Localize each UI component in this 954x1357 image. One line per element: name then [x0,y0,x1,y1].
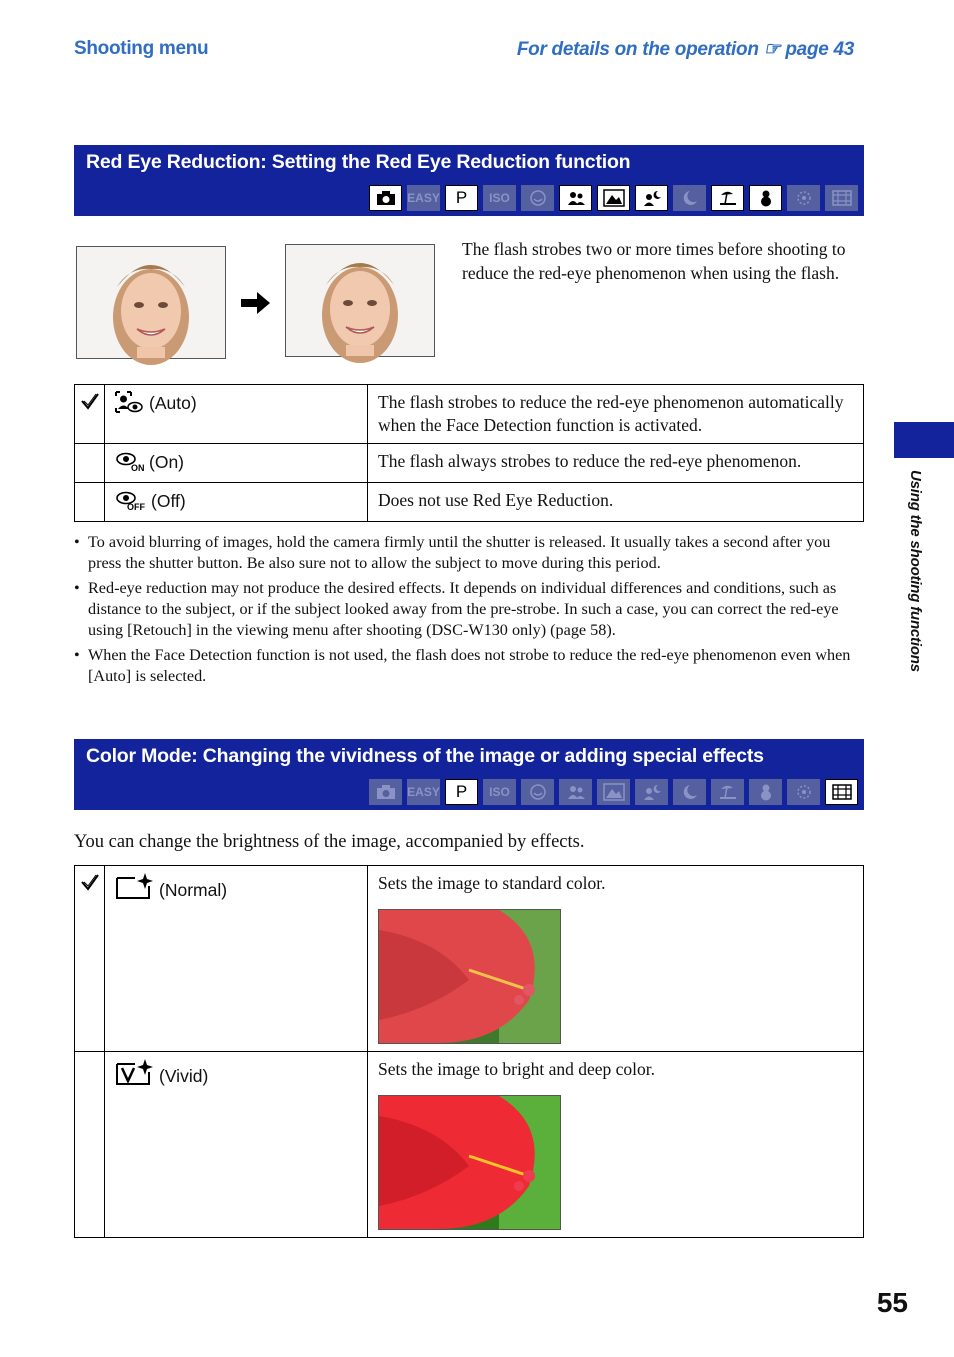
beach-mode-icon [711,779,744,805]
option-description-cell [368,1052,864,1238]
option-name-cell [105,866,368,1052]
color-normal-icon [115,872,153,906]
red-eye-on-icon [115,450,143,478]
table-row [75,866,864,1052]
color-mode-section-title: Color Mode: Changing the vividness of the image or adding special effects [86,745,764,767]
fireworks-mode-icon [787,779,820,805]
smile-shutter-mode-icon [521,779,554,805]
red-eye-mode-icons [369,185,858,211]
default-check-cell [75,1052,105,1238]
table-row [75,1052,864,1238]
option-description: Sets the image to bright and deep color. [378,1059,656,1079]
arrow-right-icon [241,290,271,316]
color-vivid-icon [115,1058,153,1092]
option-label: (Off) [151,491,186,511]
high-sensitivity-mode-icon: ISO [483,185,516,211]
high-sensitivity-mode-icon: ISO [483,779,516,805]
table-row [75,444,864,483]
easy-mode-icon: EASY [407,779,440,805]
option-name-cell [105,1052,368,1238]
soft-snap-mode-icon [559,779,592,805]
fireworks-mode-icon [787,185,820,211]
option-description-cell [368,866,864,1052]
red-eye-notes [74,532,864,691]
snow-mode-icon [749,779,782,805]
twilight-portrait-mode-icon [635,779,668,805]
option-label: (Vivid) [159,1066,209,1086]
movie-mode-icon [825,185,858,211]
snow-mode-icon [749,185,782,211]
red-eye-off-icon [115,489,145,517]
note-item: • Red-eye reduction may not produce the desired effects. It depends on individual differences and conditions, such as distance to the subject, or if the subject looked away from the pre-strobe. In such a case, you can correct the red-eye using [Retouch] in the viewing menu after shooting (DSC-W130 only) (page 58). [74,578,864,641]
default-check-cell [75,385,105,444]
option-name-cell [105,444,368,483]
option-description: Does not use Red Eye Reduction. [368,483,864,522]
default-check-cell [75,866,105,1052]
chapter-side-tab [894,422,954,458]
option-name-cell [105,483,368,522]
default-check-cell [75,483,105,522]
red-eye-after-photo [285,244,435,357]
red-eye-section-title: Red Eye Reduction: Setting the Red Eye Reduction function [86,151,631,173]
easy-mode-icon: EASY [407,185,440,211]
svg-text:ON: ON [131,463,145,473]
red-eye-section-bar [74,145,864,216]
program-mode-icon: P [445,779,478,805]
smile-shutter-mode-icon [521,185,554,211]
twilight-mode-icon [673,185,706,211]
landscape-mode-icon [597,185,630,211]
chapter-side-label: Using the shooting functions [907,470,924,672]
page-number: 55 [876,1287,908,1318]
note-item: • To avoid blurring of images, hold the camera firmly until the shutter is released. It usually takes a second after you press the shutter button. Be also sure not to allow the subject to move during this period. [74,532,864,574]
color-mode-options-table [74,865,864,1238]
table-row [75,483,864,522]
default-check-icon [80,872,100,892]
default-check-cell [75,444,105,483]
vivid-color-sample-image [378,1095,561,1230]
color-mode-mode-icons [369,779,858,805]
red-eye-before-photo [76,246,226,359]
color-mode-intro-text: You can change the brightness of the image, accompanied by effects. [74,832,585,852]
auto-camera-mode-icon [369,185,402,211]
option-description: The flash strobes to reduce the red-eye phenomenon automatically when the Face Detection function is activated. [368,385,864,444]
option-description: Sets the image to standard color. [378,873,606,893]
program-mode-icon: P [445,185,478,211]
red-eye-auto-icon [115,391,143,419]
red-eye-intro-text: The flash strobes two or more times before shooting to reduce the red-eye phenomenon when using the flash. [462,239,846,283]
note-item: • When the Face Detection function is not used, the flash does not strobe to reduce the red-eye phenomenon even when [Auto] is selected. [74,645,864,687]
option-label: (On) [149,452,184,472]
table-row [75,385,864,444]
option-label: (Auto) [149,393,197,413]
default-check-icon [80,391,100,411]
landscape-mode-icon [597,779,630,805]
running-header-section: Shooting menu [74,38,209,59]
svg-text:OFF: OFF [127,502,145,512]
option-label: (Normal) [159,880,228,900]
color-mode-section-bar [74,739,864,810]
beach-mode-icon [711,185,744,211]
movie-mode-icon [825,779,858,805]
auto-camera-mode-icon [369,779,402,805]
normal-color-sample-image [378,909,561,1044]
running-header-reference: For details on the operation ☞ page 43 [516,39,854,60]
red-eye-options-table [74,384,864,522]
option-name-cell [105,385,368,444]
option-description: The flash always strobes to reduce the red-eye phenomenon. [368,444,864,483]
twilight-portrait-mode-icon [635,185,668,211]
twilight-mode-icon [673,779,706,805]
soft-snap-mode-icon [559,185,592,211]
